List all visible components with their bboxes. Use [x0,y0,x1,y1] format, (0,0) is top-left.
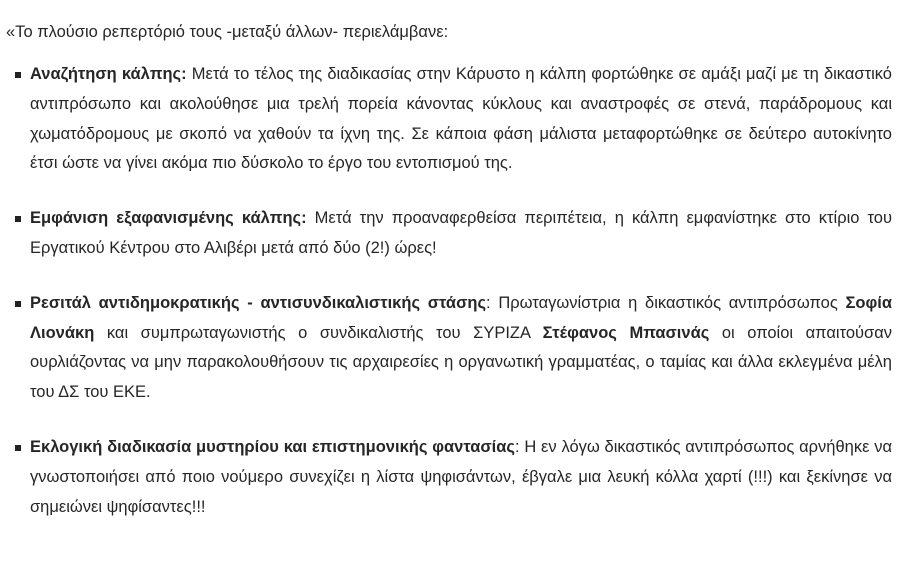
item-title: Εμφάνιση εξαφανισμένης κάλπης: [30,209,307,228]
square-bullet-icon [15,445,21,451]
item-text: Μετά την προαναφερθείσα περιπέτεια, η κάλπη εμφανίστηκε στο κτίριο του Εργατικού Κέντρου στο Αλιβέρι μετά από δύο (2!) ώρες! [30,209,892,257]
item-text: οι οποίοι απαιτούσαν ουρλιάζοντας να μην παρακολουθήσουν τις αρχαιρεσίες η οργανωτική γραμματέας, ο ταμίας και άλλα εκλεγμένα μέλη του ΔΣ του ΕΚΕ. [30,323,892,402]
article-body [6,0,892,547]
item-text: Μετά το τέλος της διαδικασίας στην Κάρυστο η κάλπη φορτώθηκε σε αμάξι μαζί με τη δικαστικό αντιπρόσωπο και ακολούθησε μια τρελή πορεία κάνοντας κύκλους και αναστροφές σε στενά, παράδρομους και χωματόδρομους με σκοπό να χαθούν τα ίχνη της. Σε κάποια φάση μάλιστα μεταφορτώθηκε σε δεύτερο αυτοκίνητο έτσι ώστε να γίνει ακόμα πιο δύσκολο το έργο του εντοπισμού της. [30,65,892,173]
list-item-ballot-search [6,60,892,179]
item-title: Αναζήτηση κάλπης: [30,65,187,83]
list-item-mystery-election [6,433,892,522]
square-bullet-icon [15,301,21,307]
list-item-ballot-reappearance [6,204,892,264]
item-text: : Η εν λόγω δικαστικός αντιπρόσωπος αρνήθηκε να γνωστοποιήσει από ποιο νούμερο συνεχίζει η λίστα ψηφισάντων, έβγαλε μια λευκή κόλλα χαρτί (!!!) και ξεκίνησε να σημειώνει ψηφίσαντες!!! [30,437,892,516]
square-bullet-icon [15,216,21,222]
item-title: Εκλογική διαδικασία μυστηρίου και επιστημονικής φαντασίας [30,437,515,456]
list-item-antidemocratic-stance [6,289,892,408]
item-text: και συμπρωταγωνιστής ο συνδικαλιστής του ΣΥΡΙΖΑ [94,323,543,342]
item-title: Ρεσιτάλ αντιδημοκρατικής - αντισυνδικαλιστικής στάσης [30,293,487,312]
square-bullet-icon [15,72,21,78]
intro-paragraph: «Το πλούσιο ρεπερτόριό τους -μεταξύ άλλων- περιελάμβανε: [6,23,449,41]
incident-list [6,60,892,522]
item-text: : Πρωταγωνίστρια η δικαστικός αντιπρόσωπος [486,293,846,312]
person-name: Σοφία Λιονάκη [30,293,892,342]
person-name: Στέφανος Μπασινάς [542,323,710,342]
